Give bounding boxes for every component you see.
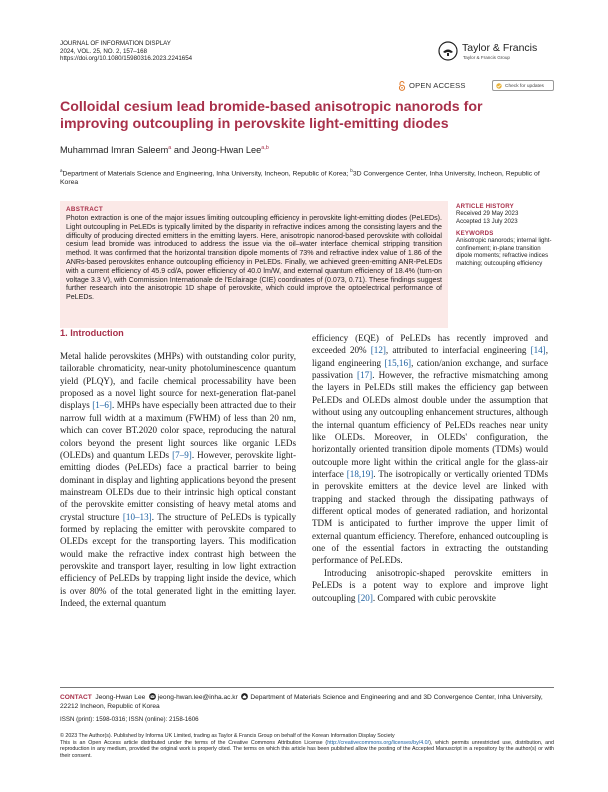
- citation-link[interactable]: [17]: [357, 370, 373, 381]
- keywords-text: Anisotropic nanorods; internal light-confinement; in-plane transition dipole moments; refractive indices matching; outcoupling efficiency: [456, 237, 552, 267]
- author-separator: and: [171, 145, 192, 156]
- text-run: Introducing anisotropic-shaped perovskite emitters in PeLEDs is a potent way to explore and improve light outcoupling: [312, 567, 548, 603]
- text-run: . The structure of PeLEDs is typically formed by replacing the emitter with perovskite compared to OLEDs except for the transporting layers. This modification would make the refractive index contrast high between the perovskite and transport layer, resulting in low light extraction efficiency of PeLEDs by trapping light inside the device, which is over 80% of the total generated light in the emitting layer. Indeed, the external quantum: [60, 511, 296, 609]
- text-run: . MHPs have especially been attracted due to their narrow full width at a maximum (FWHM) of less than 20 nm, which can cover BT.2020 color space, reproducing the natural colors beyond the present light sources like organic LEDs (OLEDs) and quantum LEDs: [60, 400, 296, 460]
- text-run: ), which permits unrestricted use, distribution, and reproduction in any medium, provided the original work is properly cited. The terms on which this article has been published allow the posting of the Accepted Manuscript in a repository by the author(s) or with their consent.: [60, 739, 554, 759]
- contact-heading: CONTACT: [60, 694, 92, 701]
- copyright-notice: [60, 733, 554, 759]
- accepted-date: Accepted 13 July 2023: [456, 217, 518, 225]
- text-run: , cation/anion exchange, and surface passivation: [312, 357, 549, 381]
- citation-link[interactable]: [14]: [530, 345, 546, 356]
- author-name[interactable]: Muhammad Imran Saleem: [60, 145, 169, 156]
- contact-name: Jeong-Hwan Lee: [95, 694, 146, 701]
- author-affiliation-mark: a,b: [261, 145, 269, 151]
- text-run: This is an Open Access article distributed under the terms of the Creative Commons Attribution License (: [60, 739, 328, 746]
- citation-link[interactable]: [10–13]: [122, 511, 152, 522]
- journal-doi-link[interactable]: https://doi.org/10.1080/15980316.2023.2241654: [60, 55, 193, 63]
- text-run: efficiency (EQE) of PeLEDs has recently improved and exceeded 20%: [312, 333, 548, 356]
- article-title: Colloidal cesium lead bromide-based anisotropic nanorods for improving outcoupling in perovskite light-emitting diodes: [60, 99, 483, 132]
- text-run: . However, the refractive mismatching among the layers in PeLEDs still makes the efficiency gap between PeLEDs and OLEDs almost double under the assumption that without using any outcoupling enhancement structures, although the internal quantum efficiency of PeLEDs reaches near unity like OLEDs. Moreover, in OLEDs' configuration, the horizontally oriented transition dipole moments (TDMs) would outcouple more light within the critical angle for the glass-air interface: [312, 370, 548, 479]
- address-icon: [241, 693, 248, 700]
- affiliation-mark: a: [60, 168, 63, 173]
- issn-line: ISSN (print): 1598-0316; ISSN (online): 2158-1606: [60, 716, 199, 723]
- affiliation-text: 3D Convergence Center, Inha University, Incheon, Republic of Korea: [60, 170, 540, 187]
- citation-link[interactable]: [7–9]: [172, 449, 192, 460]
- paragraph: [312, 332, 548, 567]
- affiliations: [60, 166, 550, 187]
- license-text: [60, 740, 554, 760]
- contact-address: Department of Materials Science and Engineering and and 3D Convergence Center, Inha University, 22212 Incheon, Republic of Korea: [60, 694, 543, 710]
- article-sidebar: [456, 203, 554, 268]
- paragraph: [312, 567, 548, 604]
- paragraph: [60, 350, 296, 610]
- contact-email-link[interactable]: jeong-hwan.lee@inha.ac.kr: [157, 694, 238, 701]
- journal-header: [60, 40, 192, 63]
- license-link[interactable]: http://creativecommons.org/licenses/by/4.0/: [327, 739, 430, 746]
- abstract-text: Photon extraction is one of the major issues limiting outcoupling efficiency in perovskite light-emitting diodes (PeLEDs). Light outcoupling in PeLEDs is typically limited by the disparity in refractive indices among the consisting layers and the difficulty of producing directed emitters in the emitting layers. Here, anisotropic nanorod-based perovskite with colloidal cesium lead bromide was introduced to address the issue via the oil–water interface chemical stripping transition method. It was confirmed that the horizontal transition dipole moments of 73% and refractive index value of 1.86 of the ANRs-based perovskites enhance outcoupling efficiency in PeLEDs. Finally, we achieved green-emitting ANR-PeLEDs with a current efficiency of 45.9 cd/A, power efficiency of 40.0 lm/W, and external quantum efficiency of 18.4% (turn-on voltage 3.3 V), with Commission Internationale de l'Eclairage (CIE) coordinates of (0.073, 0.71). These findings suggest further research into the anisotropic 1D shape of perovskite, which could improve the optoelectrical performance of PeLEDs.: [66, 214, 442, 302]
- crossmark-icon: [496, 83, 502, 89]
- check-for-updates-button[interactable]: [492, 80, 554, 91]
- citation-link[interactable]: [18,19]: [346, 468, 374, 479]
- publisher-logo[interactable]: [438, 40, 558, 66]
- abstract-box: [60, 201, 448, 328]
- journal-name: JOURNAL OF INFORMATION DISPLAY: [60, 40, 171, 47]
- citation-link[interactable]: [20]: [357, 592, 373, 603]
- section-heading: 1. Introduction: [60, 328, 124, 338]
- article-history-heading: ARTICLE HISTORY: [456, 203, 514, 210]
- text-run: , ligand engineering: [312, 345, 548, 368]
- open-lock-icon: [398, 81, 406, 91]
- open-access-label: OPEN ACCESS: [409, 81, 466, 90]
- text-run: . Compared with cubic perovskite: [372, 592, 496, 603]
- text-run: Metal halide perovskites (MHPs) with outstanding color purity, tailorable chromaticity, near-unity photoluminescence quantum yield (PLQY), and facile chemical processability have been proposed as a novel light source for next-generation flat-panel displays: [60, 351, 296, 411]
- abstract-heading: ABSTRACT: [66, 206, 104, 213]
- open-access-row: [398, 80, 558, 92]
- copyright-line: © 2023 The Author(s). Published by Informa UK Limited, trading as Taylor & Francis Group on behalf of the Korean Information Display Society: [60, 733, 395, 739]
- text-run: . The isotropically or vertically oriented TDMs in perovskite emitters at the device level are linked with trapping and stacked through the dissipating pathways of different optical modes of generated radiation, and horizontal TDM is anticipated to further improve the upper limit of external quantum efficiency. Therefore, enhanced outcoupling is one of the essential factors in extracting the outstanding performance of PeLEDs.: [312, 468, 549, 566]
- author-list: [60, 145, 269, 155]
- email-icon: [149, 693, 156, 700]
- citation-link[interactable]: [12]: [370, 345, 386, 356]
- publisher-subtitle: Taylor & Francis Group: [463, 55, 510, 60]
- body-column-right: [312, 332, 548, 604]
- text-run: . However, perovskite light-emitting diodes (PeLEDs) face a practical barrier to being dominant in display and lighting applications beyond the present mainstream OLEDs due to their intrinsic high optical constant of the perovskite emitter consisting of heavy metal atoms and crystal structure: [60, 449, 296, 522]
- affiliation-mark: b: [350, 168, 353, 173]
- author-affiliation-mark: a: [168, 145, 172, 151]
- received-date: Received 29 May 2023: [456, 210, 519, 217]
- check-for-updates-label: Check for updates: [505, 83, 544, 89]
- taylor-francis-lamp-icon: [438, 41, 458, 61]
- citation-link[interactable]: [1–6]: [92, 400, 112, 411]
- citation-link[interactable]: [15,16]: [384, 357, 412, 368]
- affiliation-text: Department of Materials Science and Engineering, Inha University, Incheon, Republic of Korea;: [62, 170, 351, 178]
- contact-info: [60, 693, 554, 711]
- body-column-left: [60, 328, 296, 610]
- publisher-name: Taylor & Francis: [462, 42, 538, 54]
- keywords-heading: KEYWORDS: [456, 230, 494, 238]
- text-run: , attributed to interfacial engineering: [385, 345, 531, 356]
- author-name[interactable]: Jeong-Hwan Lee: [191, 145, 262, 156]
- journal-volume: 2024, VOL. 25, NO. 2, 157–168: [60, 47, 148, 55]
- footer-divider: [60, 687, 554, 688]
